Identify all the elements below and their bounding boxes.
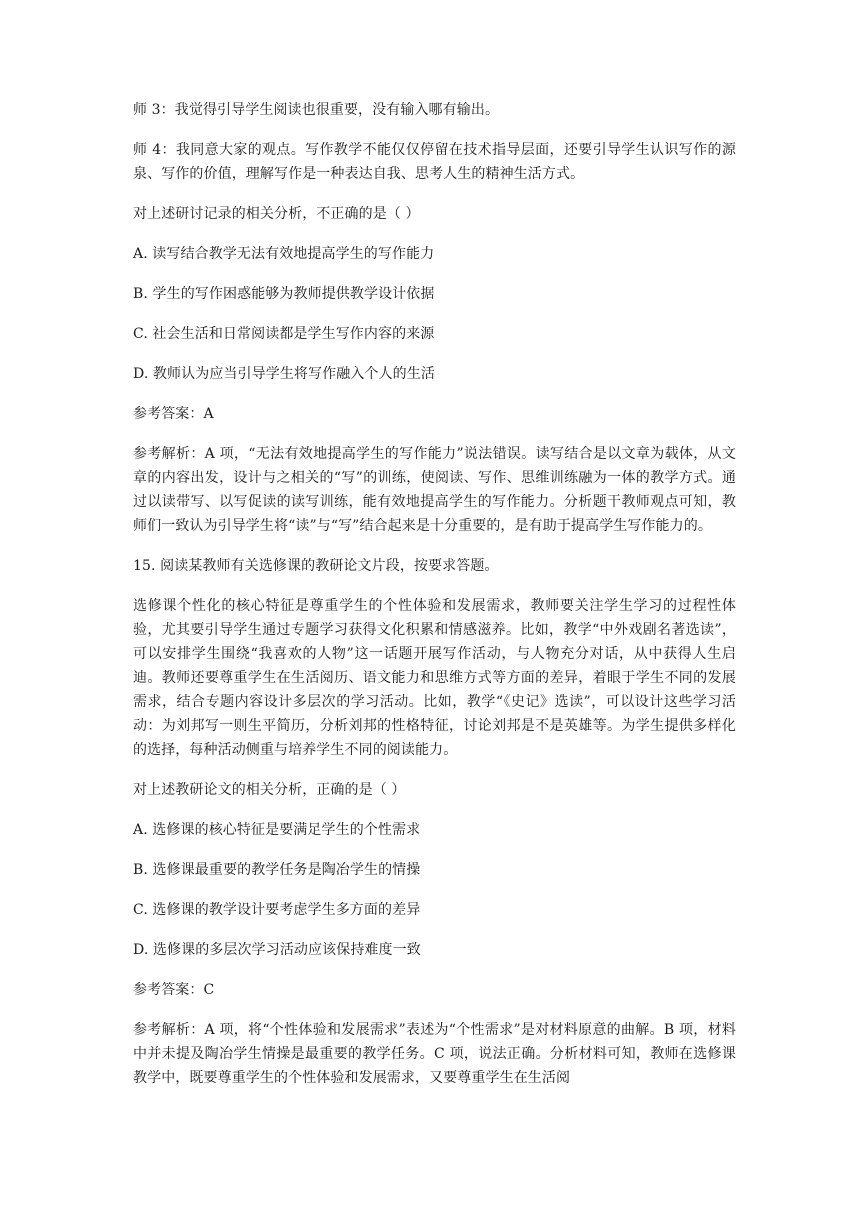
option-c-15: C. 选修课的教学设计要考虑学生多方面的差异 xyxy=(133,902,421,918)
option-b-14: B. 学生的写作困惑能够为教师提供教学设计依据 xyxy=(133,286,435,302)
document-page xyxy=(133,98,736,1106)
answer-14: 参考答案：A xyxy=(133,406,214,422)
option-a-14: A. 读写结合教学无法有效地提高学生的写作能力 xyxy=(133,246,435,262)
answer-15: 参考答案：C xyxy=(133,982,215,998)
question-stem-15: 对上述教研论文的相关分析，正确的是（ ） xyxy=(133,782,406,798)
option-c-14: C. 社会生活和日常阅读都是学生写作内容的来源 xyxy=(133,326,435,342)
option-a-15: A. 选修课的核心特征是要满足学生的个性需求 xyxy=(133,822,421,838)
option-d-14: D. 教师认为应当引导学生将写作融入个人的生活 xyxy=(133,366,435,382)
paragraph-teacher4: 师 4：我同意大家的观点。写作教学不能仅仅停留在技术指导层面，还要引导学生认识写作的源泉、写作的价值，理解写作是一种表达自我、思考人生的精神生活方式。 xyxy=(133,142,736,182)
paragraph-teacher3: 师 3：我觉得引导学生阅读也很重要，没有输入哪有输出。 xyxy=(133,102,500,118)
option-d-15: D. 选修课的多层次学习活动应该保持难度一致 xyxy=(133,942,421,958)
question-15-intro: 15. 阅读某教师有关选修课的教研论文片段，按要求答题。 xyxy=(133,558,499,574)
question-stem-14: 对上述研讨记录的相关分析，不正确的是（ ） xyxy=(133,206,420,222)
analysis-15: 参考解析：A 项，将“个性体验和发展需求”表述为“个性需求”是对材料原意的曲解。B 项，材料中并未提及陶冶学生情操是最重要的教学任务。C 项，说法正确。分析材料可知，教师在选修课教学中，既要尊重学生的个性体验和发展需求，又要尊重学生在生活阅 xyxy=(133,1022,736,1086)
option-b-15: B. 选修课最重要的教学任务是陶冶学生的情操 xyxy=(133,862,421,878)
passage-15: 选修课个性化的核心特征是尊重学生的个性体验和发展需求，教师要关注学生学习的过程性体验，尤其要引导学生通过专题学习获得文化积累和情感滋养。比如，教学“中外戏剧名著选读”，可以安排学生围绕“我喜欢的人物”这一话题开展写作活动，与人物充分对话，从中获得人生启迪。教师还要尊重学生在生活阅历、语文能力和思维方式等方面的差异，着眼于学生不同的发展需求，结合专题内容设计多层次的学习活动。比如，教学“《史记》选读”，可以设计这些学习活动：为刘邦写一则生平简历，分析刘邦的性格特征，讨论刘邦是不是英雄等。为学生提供多样化的选择，每种活动侧重与培养学生不同的阅读能力。 xyxy=(133,598,736,758)
analysis-14: 参考解析：A 项，“无法有效地提高学生的写作能力”说法错误。读写结合是以文章为载体，从文章的内容出发，设计与之相关的“写”的训练，使阅读、写作、思维训练融为一体的教学方式。通过以读带写、以写促读的读写训练，能有效地提高学生的写作能力。分析题干教师观点可知，教师们一致认为引导学生将“读”与“写”结合起来是十分重要的，是有助于提高学生写作能力的。 xyxy=(133,446,736,534)
